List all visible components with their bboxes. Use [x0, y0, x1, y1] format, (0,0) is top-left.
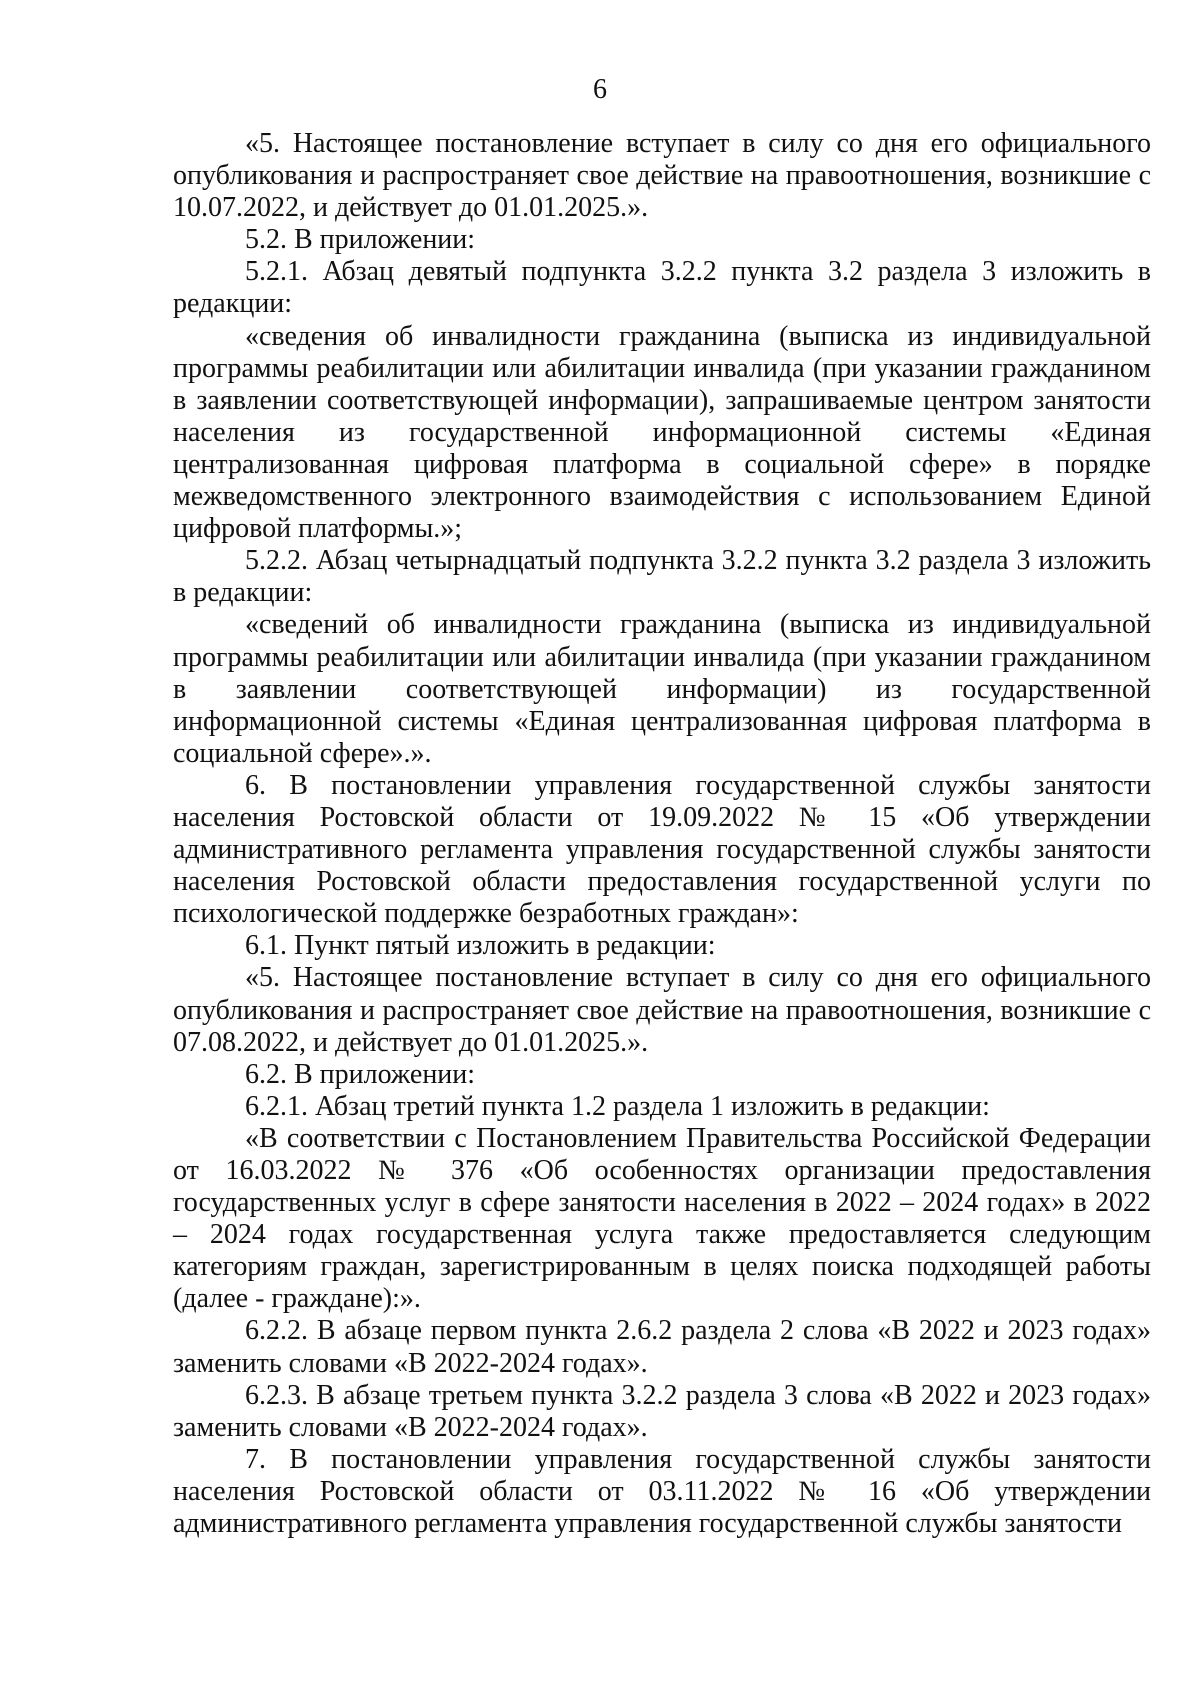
page-number: 6: [593, 74, 607, 105]
paragraph-7: 7. В постановлении управления государственной службы занятости населения Ростовской области от 03.11.2022 № 16 «Об утверждении административного регламента управления государственной службы занятости: [173, 1443, 1151, 1540]
paragraph-6-2-1-quote: «В соответствии с Постановлением Правительства Российской Федерации от 16.03.2022 № 376 «Об особенностях организации предоставления государственных услуг в сфере занятости населения в 2022 – 2024 годах» в 2022 – 2024 годах государственная услуга также предоставляется следующим категориям граждан, зарегистрированным в целях поиска подходящей работы (далее - граждане):».: [173, 1122, 1151, 1315]
paragraph-5-2-1-quote: «сведения об инвалидности гражданина (выписка из индивидуальной программы реабилитации или абилитации инвалида (при указании гражданином в заявлении соответствующей информации), запрашиваемые центром занятости населения из государственной информационной системы «Единая централизованная цифровая платформа в социальной сфере» в порядке межведомственного электронного взаимодействия с использованием Единой цифровой платформы.»;: [173, 320, 1151, 545]
paragraph-6-2: 6.2. В приложении:: [245, 1058, 476, 1090]
paragraph-6: 6. В постановлении управления государственной службы занятости населения Ростовской области от 19.09.2022 № 15 «Об утверждении административного регламента управления государственной службы занятости населения Ростовской области предоставления государственной услуги по психологической поддержке безработных граждан»:: [173, 769, 1151, 930]
paragraph-6-2-1: 6.2.1. Абзац третий пункта 1.2 раздела 1 изложить в редакции:: [245, 1090, 990, 1122]
paragraph-6-1: 6.1. Пункт пятый изложить в редакции:: [245, 930, 716, 962]
paragraph-5-2-2: 5.2.2. Абзац четырнадцатый подпункта 3.2.2 пункта 3.2 раздела 3 изложить в редакции:: [173, 545, 1151, 609]
paragraph-5-text: «5. Настоящее постановление вступает в силу со дня его официального опубликования и распространяет свое действие на правоотношения, возникшие с 10.07.2022, и действует до 01.01.2025.».: [173, 128, 1151, 224]
document-body: [173, 128, 1151, 1540]
paragraph-6-2-3: 6.2.3. В абзаце третьем пункта 3.2.2 раздела 3 слова «В 2022 и 2023 годах» заменить словами «В 2022-2024 годах».: [173, 1379, 1151, 1443]
paragraph-5-2-1: 5.2.1. Абзац девятый подпункта 3.2.2 пункта 3.2 раздела 3 изложить в редакции:: [173, 256, 1151, 320]
paragraph-5-2: 5.2. В приложении:: [245, 224, 476, 256]
paragraph-6-2-2: 6.2.2. В абзаце первом пункта 2.6.2 раздела 2 слова «В 2022 и 2023 годах» заменить словами «В 2022-2024 годах».: [173, 1315, 1151, 1379]
paragraph-5-2-2-quote: «сведений об инвалидности гражданина (выписка из индивидуальной программы реабилитации или абилитации инвалида (при указании гражданином в заявлении соответствующей информации) из государственной информационной системы «Единая централизованная цифровая платформа в социальной сфере».».: [173, 609, 1151, 769]
paragraph-6-1-quote: «5. Настоящее постановление вступает в силу со дня его официального опубликования и распространяет свое действие на правоотношения, возникшие с 07.08.2022, и действует до 01.01.2025.».: [173, 962, 1151, 1058]
